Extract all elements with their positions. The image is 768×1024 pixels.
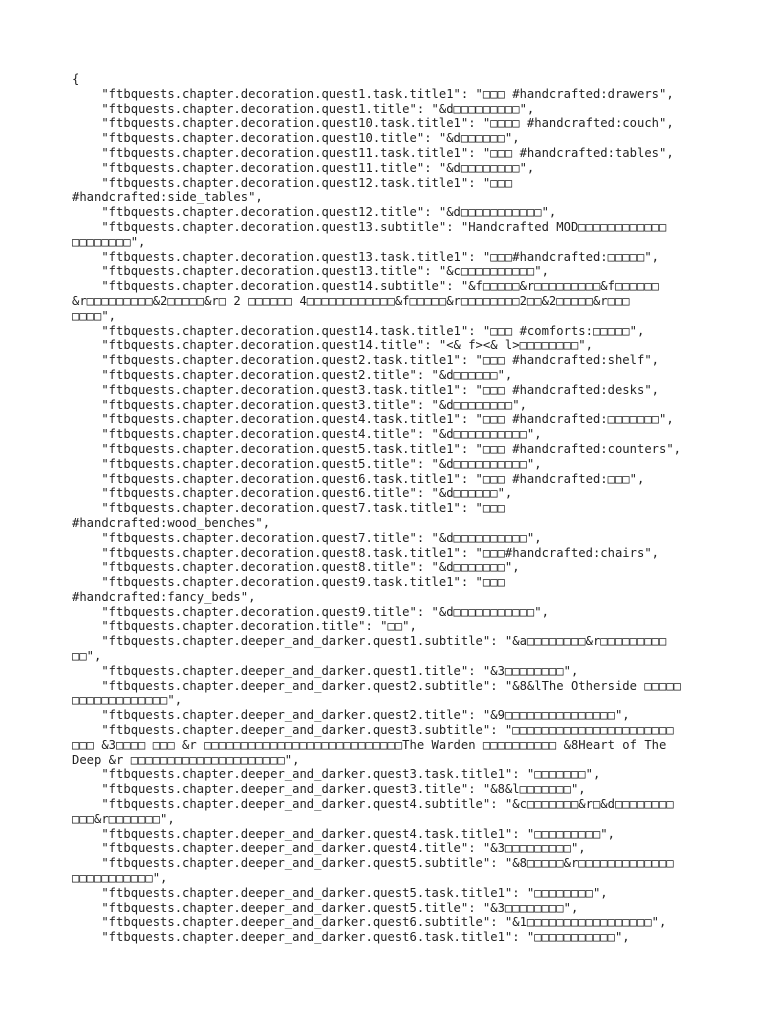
document-line: "ftbquests.chapter.decoration.quest3.task.title1": "□□□ #handcrafted:desks", [72, 382, 659, 397]
json-document [72, 72, 696, 945]
document-line: "ftbquests.chapter.deeper_and_darker.quest3.subtitle": "□□□□□□□□□□□□□□□□□□□□□□ [72, 723, 674, 738]
document-line: #handcrafted:wood_benches", [72, 515, 271, 530]
document-line: □□", [72, 649, 102, 664]
document-line: "ftbquests.chapter.deeper_and_darker.quest4.task.title1": "□□□□□□□□□", [72, 826, 615, 841]
document-line: □□□□□□□□□□□□□", [72, 693, 183, 708]
document-line: □□□□□□□□□□□", [72, 871, 168, 886]
document-line: "ftbquests.chapter.decoration.quest2.task.title1": "□□□ #handcrafted:shelf", [72, 353, 659, 368]
document-line: "ftbquests.chapter.decoration.quest9.title": "&d□□□□□□□□□□□", [72, 604, 549, 619]
document-line: "ftbquests.chapter.decoration.quest14.task.title1": "□□□ #comforts:□□□□□", [72, 323, 645, 338]
document-line: "ftbquests.chapter.deeper_and_darker.quest5.task.title1": "□□□□□□□□", [72, 885, 608, 900]
document-line: "ftbquests.chapter.deeper_and_darker.quest5.subtitle": "&8□□□□□&r□□□□□□□□□□□□□ [72, 856, 674, 871]
document-line: #handcrafted:side_tables", [72, 190, 263, 205]
document-line: □□□&r□□□□□□□", [72, 811, 175, 826]
document-line: □□□ &3□□□□ □□□ &r □□□□□□□□□□□□□□□□□□□□□□□□□□□The Warden □□□□□□□□□□ &8Heart of The [72, 737, 667, 752]
document-line: "ftbquests.chapter.decoration.title": "□□", [72, 619, 417, 634]
document-line: "ftbquests.chapter.decoration.quest12.title": "&d□□□□□□□□□□□", [72, 205, 557, 220]
document-line: "ftbquests.chapter.decoration.quest4.task.title1": "□□□ #handcrafted:□□□□□□□", [72, 412, 674, 427]
document-line: "ftbquests.chapter.decoration.quest8.title": "&d□□□□□□□", [72, 560, 520, 575]
document-line: "ftbquests.chapter.deeper_and_darker.quest1.subtitle": "&a□□□□□□□□&r□□□□□□□□□ [72, 634, 667, 649]
document-line: "ftbquests.chapter.decoration.quest7.task.title1": "□□□ [72, 501, 505, 516]
document-line: □□□□□□□□", [72, 234, 146, 249]
document-line: "ftbquests.chapter.decoration.quest8.task.title1": "□□□#handcrafted:chairs", [72, 545, 659, 560]
document-line: "ftbquests.chapter.decoration.quest5.task.title1": "□□□ #handcrafted:counters", [72, 441, 682, 456]
document-line: "ftbquests.chapter.deeper_and_darker.quest6.subtitle": "&1□□□□□□□□□□□□□□□□□", [72, 915, 667, 930]
document-line: "ftbquests.chapter.deeper_and_darker.quest2.subtitle": "&8&lThe Otherside □□□□□ [72, 678, 682, 693]
document-line: "ftbquests.chapter.decoration.quest13.title": "&c□□□□□□□□□□", [72, 264, 549, 279]
document-line: "ftbquests.chapter.decoration.quest6.task.title1": "□□□ #handcrafted:□□□", [72, 471, 645, 486]
document-line: &r□□□□□□□□□&2□□□□□&r□ 2 □□□□□□ 4□□□□□□□□□□□□&f□□□□□&r□□□□□□□□2□□&2□□□□□&r□□□ [72, 293, 630, 308]
document-line: "ftbquests.chapter.decoration.quest11.title": "&d□□□□□□□□", [72, 160, 535, 175]
document-line: "ftbquests.chapter.decoration.quest14.subtitle": "&f□□□□□&r□□□□□□□□□&f□□□□□□ [72, 279, 659, 294]
document-line: "ftbquests.chapter.decoration.quest12.task.title1": "□□□ [72, 175, 513, 190]
document-line: "ftbquests.chapter.decoration.quest5.title": "&d□□□□□□□□□□", [72, 456, 542, 471]
document-line: Deep &r □□□□□□□□□□□□□□□□□□□□□", [72, 752, 300, 767]
document-line: "ftbquests.chapter.deeper_and_darker.quest1.title": "&3□□□□□□□□", [72, 663, 579, 678]
document-line: { [72, 72, 80, 86]
document-line: "ftbquests.chapter.decoration.quest13.task.title1": "□□□#handcrafted:□□□□□", [72, 249, 659, 264]
document-line: "ftbquests.chapter.deeper_and_darker.quest6.task.title1": "□□□□□□□□□□□", [72, 930, 630, 945]
document-line: "ftbquests.chapter.deeper_and_darker.quest3.task.title1": "□□□□□□□", [72, 767, 601, 782]
document-line: "ftbquests.chapter.decoration.quest3.title": "&d□□□□□□□□", [72, 397, 527, 412]
document-line: "ftbquests.chapter.decoration.quest11.task.title1": "□□□ #handcrafted:tables", [72, 145, 674, 160]
document-line: "ftbquests.chapter.decoration.quest2.title": "&d□□□□□□", [72, 367, 513, 382]
document-line: "ftbquests.chapter.decoration.quest4.title": "&d□□□□□□□□□□", [72, 427, 542, 442]
document-line: "ftbquests.chapter.decoration.quest13.subtitle": "Handcrafted MOD□□□□□□□□□□□□ [72, 219, 667, 234]
document-line: □□□□", [72, 308, 117, 323]
document-line: "ftbquests.chapter.deeper_and_darker.quest4.title": "&3□□□□□□□□□", [72, 841, 586, 856]
document-line: "ftbquests.chapter.deeper_and_darker.quest3.title": "&8&l□□□□□□□", [72, 782, 586, 797]
document-line: #handcrafted:fancy_beds", [72, 589, 256, 604]
document-line: "ftbquests.chapter.decoration.quest10.task.title1": "□□□□ #handcrafted:couch", [72, 116, 674, 131]
document-line: "ftbquests.chapter.decoration.quest10.title": "&d□□□□□□", [72, 131, 520, 146]
document-line: "ftbquests.chapter.decoration.quest14.title": "<& f><& l>□□□□□□□□", [72, 338, 593, 353]
document-line: "ftbquests.chapter.deeper_and_darker.quest2.title": "&9□□□□□□□□□□□□□□□", [72, 708, 630, 723]
document-line: "ftbquests.chapter.decoration.quest9.task.title1": "□□□ [72, 575, 505, 590]
document-line: "ftbquests.chapter.decoration.quest1.task.title1": "□□□ #handcrafted:drawers", [72, 86, 674, 101]
document-line: "ftbquests.chapter.deeper_and_darker.quest4.subtitle": "&c□□□□□□□&r□&d□□□□□□□□ [72, 797, 674, 812]
document-line: "ftbquests.chapter.decoration.quest6.title": "&d□□□□□□", [72, 486, 513, 501]
document-line: "ftbquests.chapter.decoration.quest1.title": "&d□□□□□□□□□", [72, 101, 535, 116]
document-line: "ftbquests.chapter.deeper_and_darker.quest5.title": "&3□□□□□□□□", [72, 900, 579, 915]
document-line: "ftbquests.chapter.decoration.quest7.title": "&d□□□□□□□□□□", [72, 530, 542, 545]
